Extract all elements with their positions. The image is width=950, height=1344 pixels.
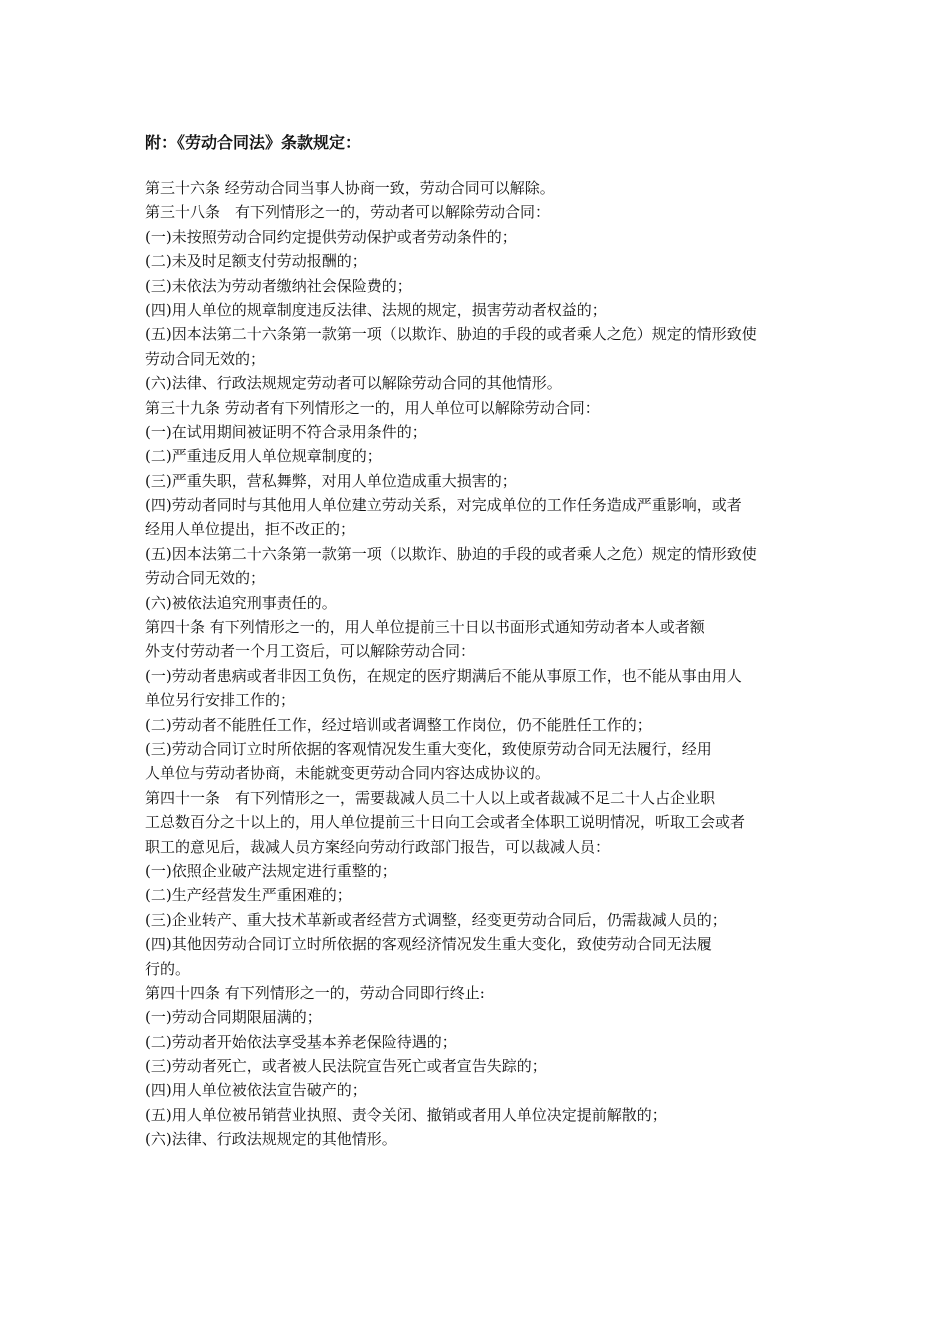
text-line: (三)未依法为劳动者缴纳社会保险费的； — [145, 276, 412, 295]
text-line: (六)法律、行政法规规定劳动者可以解除劳动合同的其他情形。 — [145, 374, 562, 393]
text-line: (一)在试用期间被证明不符合录用条件的； — [145, 422, 427, 441]
document-body — [145, 176, 815, 1152]
text-line: 外支付劳动者一个月工资后，可以解除劳动合同： — [145, 642, 476, 661]
text-line: 劳动合同无效的； — [145, 569, 266, 588]
text-line: (二)生产经营发生严重困难的； — [145, 886, 352, 905]
document-page — [145, 0, 815, 1344]
text-line: (五)因本法第二十六条第一款第一项（以欺诈、胁迫的手段的或者乘人之危）规定的情形致使 — [145, 325, 757, 344]
text-line: (五)用人单位被吊销营业执照、责令关闭、撤销或者用人单位决定提前解散的； — [145, 1105, 667, 1124]
text-line: 人单位与劳动者协商，未能就变更劳动合同内容达成协议的。 — [145, 764, 551, 783]
text-line: (一)劳动者患病或者非因工负伤，在规定的医疗期满后不能从事原工作，也不能从事由用人 — [145, 666, 742, 685]
text-line: (一)未按照劳动合同约定提供劳动保护或者劳动条件的； — [145, 227, 517, 246]
text-line: 第四十条 有下列情形之一的，用人单位提前三十日以书面形式通知劳动者本人或者额 — [145, 618, 705, 637]
text-line: 第四十四条 有下列情形之一的，劳动合同即行终止: — [145, 983, 485, 1002]
text-line: (三)劳动合同订立时所依据的客观情况发生重大变化，致使原劳动合同无法履行，经用 — [145, 739, 712, 758]
text-line: (三)企业转产、重大技术革新或者经营方式调整，经变更劳动合同后，仍需裁减人员的； — [145, 910, 727, 929]
text-line: 第三十八条 有下列情形之一的，劳动者可以解除劳动合同： — [145, 203, 551, 222]
text-line: 劳动合同无效的； — [145, 349, 266, 368]
text-line: 工总数百分之十以上的，用人单位提前三十日向工会或者全体职工说明情况，听取工会或者 — [145, 813, 746, 832]
document-title: 附：《劳动合同法》条款规定： — [145, 133, 362, 152]
text-line: 行的。 — [145, 959, 191, 978]
text-line: (四)用人单位被依法宣告破产的； — [145, 1081, 367, 1100]
text-line: (一)依照企业破产法规定进行重整的； — [145, 861, 397, 880]
text-line: 经用人单位提出，拒不改正的； — [145, 520, 356, 539]
text-line: (三)严重失职，营私舞弊，对用人单位造成重大损害的； — [145, 471, 517, 490]
text-line: (二)劳动者开始依法享受基本养老保险待遇的； — [145, 1032, 457, 1051]
text-line: (二)劳动者不能胜任工作，经过培训或者调整工作岗位，仍不能胜任工作的； — [145, 715, 652, 734]
text-line: (四)其他因劳动合同订立时所依据的客观经济情况发生重大变化，致使劳动合同无法履 — [145, 935, 712, 954]
text-line: 职工的意见后，裁减人员方案经向劳动行政部门报告，可以裁减人员： — [145, 837, 611, 856]
text-line: 第四十一条 有下列情形之一，需要裁减人员二十人以上或者裁减不足二十人占企业职 — [145, 788, 716, 807]
text-line: (三)劳动者死亡，或者被人民法院宣告死亡或者宣告失踪的； — [145, 1057, 547, 1076]
text-line: (四)用人单位的规章制度违反法律、法规的规定，损害劳动者权益的； — [145, 300, 607, 319]
text-line: 单位另行安排工作的； — [145, 691, 296, 710]
text-line: (六)被依法追究刑事责任的。 — [145, 593, 337, 612]
text-line: (五)因本法第二十六条第一款第一项（以欺诈、胁迫的手段的或者乘人之危）规定的情形致使 — [145, 544, 757, 563]
text-line: 第三十九条 劳动者有下列情形之一的，用人单位可以解除劳动合同： — [145, 398, 600, 417]
text-line: (二)未及时足额支付劳动报酬的； — [145, 252, 367, 271]
text-line: (四)劳动者同时与其他用人单位建立劳动关系，对完成单位的工作任务造成严重影响，或者 — [145, 496, 742, 515]
text-line: (六)法律、行政法规规定的其他情形。 — [145, 1130, 397, 1149]
text-line: (二)严重违反用人单位规章制度的； — [145, 447, 382, 466]
text-line: 第三十六条 经劳动合同当事人协商一致，劳动合同可以解除。 — [145, 179, 555, 197]
text-line: (一)劳动合同期限届满的； — [145, 1008, 322, 1027]
